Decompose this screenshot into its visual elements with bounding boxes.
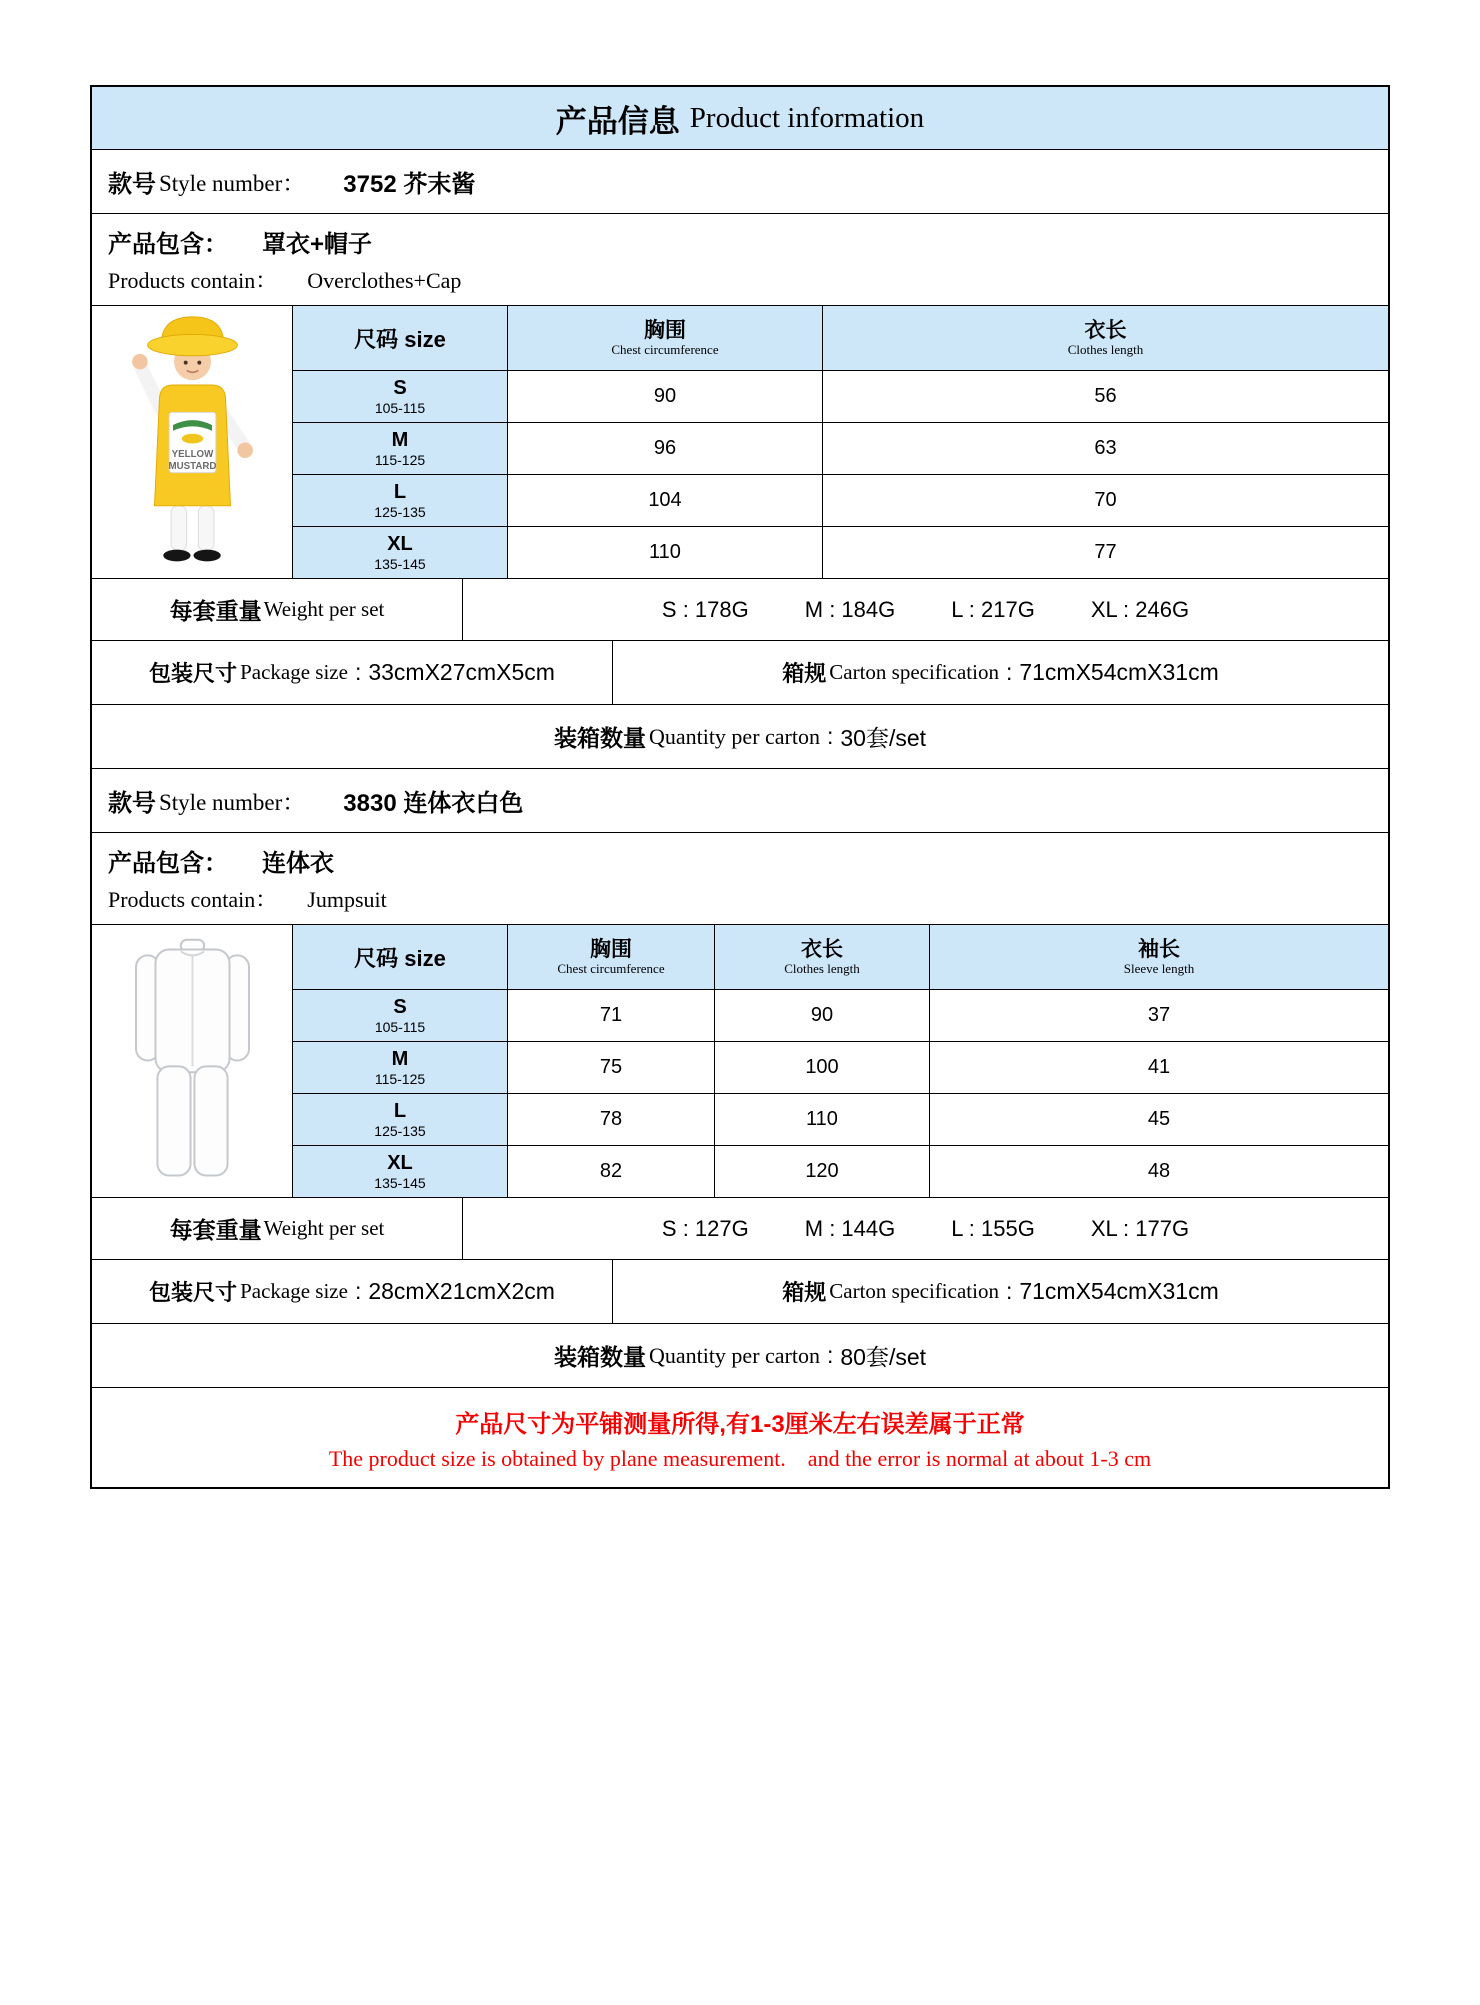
length-value-l: 70 — [822, 474, 1388, 526]
package-row-1 — [92, 640, 1388, 704]
sleeve-column-header-2: 袖长 Sleeve length — [929, 925, 1388, 989]
weight-values-1 — [462, 579, 1388, 640]
style-number-row-1 — [92, 149, 1388, 213]
package-size-cell-1: 包装尺寸 Package size : 33cmX27cmX5cm — [149, 659, 555, 686]
length-value-s: 90 — [714, 989, 929, 1041]
weight-m: M : 184G — [804, 596, 896, 622]
measurement-disclaimer — [92, 1387, 1388, 1487]
style-number-value-1: 3752 芥末酱 — [343, 171, 476, 198]
page-title-en: Product information — [689, 101, 925, 134]
length-value-s: 56 — [822, 370, 1388, 422]
chest-value-s: 71 — [507, 989, 714, 1041]
costume-label-line1: YELLOW — [171, 448, 213, 460]
quantity-value-1: 30套/set — [840, 725, 927, 751]
quantity-row-1: 装箱数量 Quantity per carton : 30套/set — [92, 704, 1388, 768]
contain-value-en-2: Jumpsuit — [307, 887, 387, 912]
length-value-xl: 77 — [822, 526, 1388, 578]
chest-value-xl: 110 — [507, 526, 822, 578]
carton-spec-cell-2: 箱规 Carton specification : 71cmX54cmX31cm — [612, 1260, 1388, 1323]
size-cell-xl: XL 135-145 — [292, 526, 507, 578]
product-image-mustard-costume — [92, 306, 292, 578]
disclaimer-zh: 产品尺寸为平铺测量所得,有1-3厘米左右误差属于正常 — [455, 1410, 1025, 1438]
size-table-1 — [92, 305, 1388, 578]
size-column-header-1: 尺码 size — [292, 306, 507, 370]
carton-spec-cell-1: 箱规 Carton specification : 71cmX54cmX31cm — [612, 641, 1388, 704]
size-table-2 — [92, 924, 1388, 1197]
sleeve-value-l: 45 — [929, 1093, 1388, 1145]
size-cell-l: L 125-135 — [292, 474, 507, 526]
chest-column-header-1: 胸围 Chest circumference — [507, 306, 822, 370]
weight-s: S : 127G — [661, 1215, 749, 1241]
chest-value-m: 96 — [507, 422, 822, 474]
page-title — [92, 87, 1388, 149]
disclaimer-en: The product size is obtained by plane measurement. and the error is normal at about 1-3 cm — [328, 1445, 1152, 1471]
length-column-header-2: 衣长 Clothes length — [714, 925, 929, 989]
chest-value-s: 90 — [507, 370, 822, 422]
contain-value-en-1: Overclothes+Cap — [307, 268, 462, 293]
product-image-white-jumpsuit — [92, 925, 292, 1197]
chest-value-l: 78 — [507, 1093, 714, 1145]
length-value-m: 63 — [822, 422, 1388, 474]
weight-xl: XL : 177G — [1090, 1215, 1190, 1241]
size-cell-m: M 115-125 — [292, 1041, 507, 1093]
mustard-costume-illustration — [95, 311, 290, 574]
costume-label-line2: MUSTARD — [168, 460, 216, 472]
length-value-l: 110 — [714, 1093, 929, 1145]
contain-value-zh-2: 连体衣 — [262, 850, 334, 877]
style-number-label-zh: 款号 — [108, 171, 156, 198]
chest-value-xl: 82 — [507, 1145, 714, 1197]
jumpsuit-illustration — [95, 930, 290, 1193]
length-value-xl: 120 — [714, 1145, 929, 1197]
weight-l: L : 217G — [951, 596, 1035, 622]
contain-label-zh: 产品包含： — [108, 231, 228, 258]
quantity-value-2: 80套/set — [840, 1344, 927, 1370]
package-size-cell-2: 包装尺寸 Package size : 28cmX21cmX2cm — [149, 1278, 555, 1305]
weight-s: S : 178G — [661, 596, 749, 622]
page-title-zh: 产品信息 — [555, 103, 680, 139]
products-contain-row-2: 产品包含： 连体衣 Products contain： Jumpsuit — [92, 832, 1388, 924]
contain-line-zh — [108, 224, 1372, 259]
style-number-label-en: Style number： — [159, 171, 306, 196]
length-value-m: 100 — [714, 1041, 929, 1093]
sleeve-value-xl: 48 — [929, 1145, 1388, 1197]
weight-m: M : 144G — [804, 1215, 896, 1241]
package-size-value-2: 28cmX21cmX2cm — [368, 1278, 555, 1304]
weight-row-1 — [92, 578, 1388, 640]
size-cell-s: S 105-115 — [292, 989, 507, 1041]
carton-spec-value-1: 71cmX54cmX31cm — [1019, 659, 1219, 685]
size-cell-l: L 125-135 — [292, 1093, 507, 1145]
length-column-header-1: 衣长 Clothes length — [822, 306, 1388, 370]
product-info-sheet — [90, 85, 1390, 1489]
chest-value-l: 104 — [507, 474, 822, 526]
weight-l: L : 155G — [951, 1215, 1035, 1241]
contain-line-en — [108, 264, 1372, 295]
size-cell-s: S 105-115 — [292, 370, 507, 422]
size-cell-xl: XL 135-145 — [292, 1145, 507, 1197]
weight-xl: XL : 246G — [1090, 596, 1190, 622]
sleeve-value-m: 41 — [929, 1041, 1388, 1093]
chest-column-header-2: 胸围 Chest circumference — [507, 925, 714, 989]
weight-values-2 — [462, 1198, 1388, 1259]
chest-value-m: 75 — [507, 1041, 714, 1093]
sleeve-value-s: 37 — [929, 989, 1388, 1041]
style-number-row-2: 款号 Style number： 3830 连体衣白色 — [92, 768, 1388, 832]
package-row-2 — [92, 1259, 1388, 1323]
weight-label: 每套重量 Weight per set — [169, 597, 385, 624]
package-size-value-1: 33cmX27cmX5cm — [368, 659, 555, 685]
contain-value-zh-1: 罩衣+帽子 — [262, 231, 373, 258]
size-cell-m: M 115-125 — [292, 422, 507, 474]
products-contain-row-1 — [92, 213, 1388, 305]
size-column-header-2: 尺码 size — [292, 925, 507, 989]
style-number-value-2: 3830 连体衣白色 — [343, 790, 524, 817]
carton-spec-value-2: 71cmX54cmX31cm — [1019, 1278, 1219, 1304]
contain-label-en: Products contain： — [108, 268, 278, 293]
weight-row-2: 每套重量 Weight per set S : 127G M : 144G L : 155G XL : 177G — [92, 1197, 1388, 1259]
quantity-row-2: 装箱数量 Quantity per carton : 80套/set — [92, 1323, 1388, 1387]
